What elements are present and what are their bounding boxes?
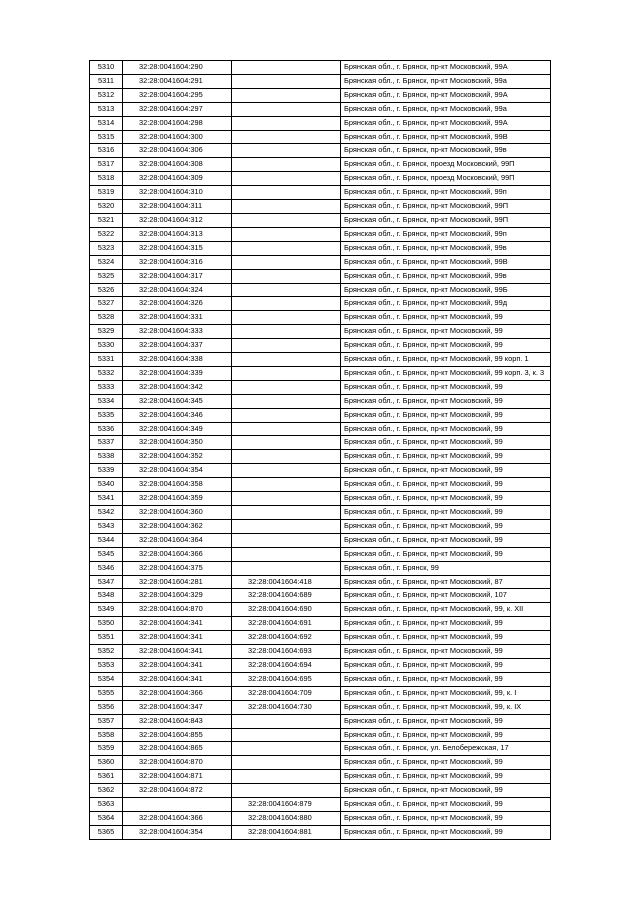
row-number-cell: 5349 xyxy=(90,603,123,617)
row-number-cell: 5342 xyxy=(90,506,123,520)
table-row xyxy=(90,450,551,464)
address-cell: Брянская обл., г. Брянск, пр-кт Московский, 99А xyxy=(341,116,551,130)
cadastral-number-cell: 32:28:0041604:345 xyxy=(123,394,232,408)
row-number-cell: 5364 xyxy=(90,811,123,825)
row-number-cell: 5352 xyxy=(90,645,123,659)
row-number-cell: 5318 xyxy=(90,172,123,186)
address-cell: Брянская обл., г. Брянск, пр-кт Московский, 99А xyxy=(341,61,551,75)
address-cell: Брянская обл., г. Брянск, пр-кт Московский, 99 xyxy=(341,380,551,394)
cadastral-number-cell: 32:28:0041604:346 xyxy=(123,408,232,422)
address-cell: Брянская обл., г. Брянск, пр-кт Московский, 99 xyxy=(341,408,551,422)
table-row xyxy=(90,408,551,422)
table-row xyxy=(90,658,551,672)
address-cell: Брянская обл., г. Брянск, пр-кт Московский, 99 xyxy=(341,825,551,839)
address-cell: Брянская обл., г. Брянск, пр-кт Московский, 99 xyxy=(341,339,551,353)
row-number-cell: 5356 xyxy=(90,700,123,714)
table-row xyxy=(90,464,551,478)
related-cadastral-number-cell xyxy=(232,102,341,116)
address-cell: Брянская обл., г. Брянск, пр-кт Московский, 99 xyxy=(341,798,551,812)
row-number-cell: 5347 xyxy=(90,575,123,589)
cadastral-number-cell: 32:28:0041604:341 xyxy=(123,631,232,645)
row-number-cell: 5328 xyxy=(90,311,123,325)
related-cadastral-number-cell xyxy=(232,283,341,297)
address-cell: Брянская обл., г. Брянск, пр-кт Московский, 99 xyxy=(341,394,551,408)
related-cadastral-number-cell xyxy=(232,158,341,172)
table-row xyxy=(90,575,551,589)
related-cadastral-number-cell: 32:28:0041604:695 xyxy=(232,672,341,686)
address-cell: Брянская обл., г. Брянск, пр-кт Московский, 99, к. XII xyxy=(341,603,551,617)
row-number-cell: 5339 xyxy=(90,464,123,478)
cadastral-number-cell: 32:28:0041604:366 xyxy=(123,547,232,561)
cadastral-number-cell xyxy=(123,798,232,812)
related-cadastral-number-cell xyxy=(232,533,341,547)
table-row xyxy=(90,561,551,575)
table-row xyxy=(90,728,551,742)
table-row xyxy=(90,645,551,659)
address-cell: Брянская обл., г. Брянск, пр-кт Московский, 99в xyxy=(341,241,551,255)
address-cell: Брянская обл., г. Брянск, пр-кт Московский, 99в xyxy=(341,144,551,158)
row-number-cell: 5335 xyxy=(90,408,123,422)
related-cadastral-number-cell xyxy=(232,88,341,102)
cadastral-number-cell: 32:28:0041604:870 xyxy=(123,603,232,617)
row-number-cell: 5314 xyxy=(90,116,123,130)
row-number-cell: 5334 xyxy=(90,394,123,408)
cadastral-number-cell: 32:28:0041604:300 xyxy=(123,130,232,144)
address-cell: Брянская обл., г. Брянск, пр-кт Московский, 99 xyxy=(341,547,551,561)
cadastral-number-cell: 32:28:0041604:362 xyxy=(123,519,232,533)
cadastral-number-cell: 32:28:0041604:290 xyxy=(123,61,232,75)
row-number-cell: 5337 xyxy=(90,436,123,450)
row-number-cell: 5324 xyxy=(90,255,123,269)
related-cadastral-number-cell: 32:28:0041604:693 xyxy=(232,645,341,659)
cadastral-number-cell: 32:28:0041604:297 xyxy=(123,102,232,116)
table-row xyxy=(90,603,551,617)
related-cadastral-number-cell xyxy=(232,172,341,186)
cadastral-number-cell: 32:28:0041604:354 xyxy=(123,825,232,839)
address-cell: Брянская обл., г. Брянск, пр-кт Московский, 99 xyxy=(341,533,551,547)
related-cadastral-number-cell: 32:28:0041604:879 xyxy=(232,798,341,812)
row-number-cell: 5361 xyxy=(90,770,123,784)
related-cadastral-number-cell xyxy=(232,227,341,241)
row-number-cell: 5363 xyxy=(90,798,123,812)
cadastral-number-cell: 32:28:0041604:313 xyxy=(123,227,232,241)
table-row xyxy=(90,492,551,506)
table-row xyxy=(90,478,551,492)
related-cadastral-number-cell xyxy=(232,380,341,394)
related-cadastral-number-cell xyxy=(232,186,341,200)
cadastral-number-cell: 32:28:0041604:843 xyxy=(123,714,232,728)
related-cadastral-number-cell xyxy=(232,770,341,784)
row-number-cell: 5310 xyxy=(90,61,123,75)
row-number-cell: 5348 xyxy=(90,589,123,603)
cadastral-number-cell: 32:28:0041604:311 xyxy=(123,200,232,214)
table-row xyxy=(90,798,551,812)
address-cell: Брянская обл., г. Брянск, пр-кт Московский, 99 xyxy=(341,311,551,325)
address-cell: Брянская обл., г. Брянск, пр-кт Московский, 99 xyxy=(341,450,551,464)
related-cadastral-number-cell: 32:28:0041604:689 xyxy=(232,589,341,603)
table-row xyxy=(90,714,551,728)
row-number-cell: 5312 xyxy=(90,88,123,102)
row-number-cell: 5332 xyxy=(90,366,123,380)
related-cadastral-number-cell xyxy=(232,297,341,311)
cadastral-number-cell: 32:28:0041604:306 xyxy=(123,144,232,158)
address-cell: Брянская обл., г. Брянск, проезд Московский, 99П xyxy=(341,158,551,172)
related-cadastral-number-cell xyxy=(232,144,341,158)
table-row xyxy=(90,436,551,450)
table-row xyxy=(90,213,551,227)
cadastral-number-cell: 32:28:0041604:364 xyxy=(123,533,232,547)
table-row xyxy=(90,811,551,825)
cadastral-number-cell: 32:28:0041604:331 xyxy=(123,311,232,325)
cadastral-number-cell: 32:28:0041604:341 xyxy=(123,658,232,672)
cadastral-number-cell: 32:28:0041604:870 xyxy=(123,756,232,770)
table-row xyxy=(90,380,551,394)
row-number-cell: 5355 xyxy=(90,686,123,700)
cadastral-number-cell: 32:28:0041604:316 xyxy=(123,255,232,269)
cadastral-number-cell: 32:28:0041604:281 xyxy=(123,575,232,589)
row-number-cell: 5315 xyxy=(90,130,123,144)
address-cell: Брянская обл., г. Брянск, пр-кт Московский, 99 xyxy=(341,631,551,645)
related-cadastral-number-cell xyxy=(232,547,341,561)
address-cell: Брянская обл., г. Брянск, пр-кт Московский, 99 xyxy=(341,756,551,770)
table-row xyxy=(90,631,551,645)
address-cell: Брянская обл., г. Брянск, пр-кт Московский, 99 корп. 3, к. 3 xyxy=(341,366,551,380)
table-row xyxy=(90,200,551,214)
row-number-cell: 5333 xyxy=(90,380,123,394)
address-cell: Брянская обл., г. Брянск, пр-кт Московский, 99а xyxy=(341,102,551,116)
address-cell: Брянская обл., г. Брянск, пр-кт Московский, 99 xyxy=(341,658,551,672)
address-cell: Брянская обл., г. Брянск, 99 xyxy=(341,561,551,575)
cadastral-number-cell: 32:28:0041604:375 xyxy=(123,561,232,575)
address-cell: Брянская обл., г. Брянск, пр-кт Московский, 99 xyxy=(341,464,551,478)
address-cell: Брянская обл., г. Брянск, пр-кт Московский, 99д xyxy=(341,297,551,311)
cadastral-number-cell: 32:28:0041604:366 xyxy=(123,811,232,825)
registry-table-body xyxy=(90,61,551,840)
related-cadastral-number-cell: 32:28:0041604:692 xyxy=(232,631,341,645)
related-cadastral-number-cell xyxy=(232,339,341,353)
related-cadastral-number-cell xyxy=(232,74,341,88)
cadastral-number-cell: 32:28:0041604:347 xyxy=(123,700,232,714)
address-cell: Брянская обл., г. Брянск, проезд Московский, 99П xyxy=(341,172,551,186)
related-cadastral-number-cell xyxy=(232,311,341,325)
address-cell: Брянская обл., г. Брянск, пр-кт Московский, 87 xyxy=(341,575,551,589)
cadastral-number-cell: 32:28:0041604:350 xyxy=(123,436,232,450)
table-row xyxy=(90,617,551,631)
row-number-cell: 5313 xyxy=(90,102,123,116)
related-cadastral-number-cell xyxy=(232,325,341,339)
address-cell: Брянская обл., г. Брянск, пр-кт Московский, 99 xyxy=(341,728,551,742)
table-row xyxy=(90,672,551,686)
row-number-cell: 5338 xyxy=(90,450,123,464)
cadastral-number-cell: 32:28:0041604:342 xyxy=(123,380,232,394)
table-row xyxy=(90,61,551,75)
table-row xyxy=(90,547,551,561)
related-cadastral-number-cell: 32:28:0041604:880 xyxy=(232,811,341,825)
row-number-cell: 5362 xyxy=(90,784,123,798)
row-number-cell: 5345 xyxy=(90,547,123,561)
related-cadastral-number-cell xyxy=(232,130,341,144)
related-cadastral-number-cell xyxy=(232,450,341,464)
row-number-cell: 5317 xyxy=(90,158,123,172)
related-cadastral-number-cell: 32:28:0041604:691 xyxy=(232,617,341,631)
address-cell: Брянская обл., г. Брянск, пр-кт Московский, 99 xyxy=(341,714,551,728)
cadastral-number-cell: 32:28:0041604:310 xyxy=(123,186,232,200)
table-row xyxy=(90,311,551,325)
related-cadastral-number-cell xyxy=(232,269,341,283)
cadastral-number-cell: 32:28:0041604:339 xyxy=(123,366,232,380)
related-cadastral-number-cell xyxy=(232,200,341,214)
table-row xyxy=(90,325,551,339)
address-cell: Брянская обл., г. Брянск, пр-кт Московский, 99 xyxy=(341,617,551,631)
cadastral-number-cell: 32:28:0041604:865 xyxy=(123,742,232,756)
table-row xyxy=(90,88,551,102)
row-number-cell: 5359 xyxy=(90,742,123,756)
row-number-cell: 5343 xyxy=(90,519,123,533)
table-row xyxy=(90,144,551,158)
address-cell: Брянская обл., г. Брянск, пр-кт Московский, 99а xyxy=(341,74,551,88)
address-cell: Брянская обл., г. Брянск, пр-кт Московский, 99, к. IX xyxy=(341,700,551,714)
table-row xyxy=(90,172,551,186)
cadastral-number-cell: 32:28:0041604:333 xyxy=(123,325,232,339)
table-row xyxy=(90,784,551,798)
row-number-cell: 5311 xyxy=(90,74,123,88)
address-cell: Брянская обл., г. Брянск, пр-кт Московский, 99п xyxy=(341,227,551,241)
address-cell: Брянская обл., г. Брянск, пр-кт Московский, 99 xyxy=(341,478,551,492)
related-cadastral-number-cell xyxy=(232,213,341,227)
address-cell: Брянская обл., г. Брянск, пр-кт Московский, 107 xyxy=(341,589,551,603)
row-number-cell: 5344 xyxy=(90,533,123,547)
cadastral-number-cell: 32:28:0041604:329 xyxy=(123,589,232,603)
registry-table xyxy=(89,60,551,840)
cadastral-number-cell: 32:28:0041604:352 xyxy=(123,450,232,464)
table-row xyxy=(90,366,551,380)
table-row xyxy=(90,255,551,269)
related-cadastral-number-cell xyxy=(232,561,341,575)
cadastral-number-cell: 32:28:0041604:341 xyxy=(123,617,232,631)
row-number-cell: 5327 xyxy=(90,297,123,311)
table-row xyxy=(90,158,551,172)
cadastral-number-cell: 32:28:0041604:326 xyxy=(123,297,232,311)
table-row xyxy=(90,130,551,144)
cadastral-number-cell: 32:28:0041604:872 xyxy=(123,784,232,798)
row-number-cell: 5321 xyxy=(90,213,123,227)
address-cell: Брянская обл., г. Брянск, пр-кт Московский, 99Б xyxy=(341,283,551,297)
cadastral-number-cell: 32:28:0041604:366 xyxy=(123,686,232,700)
row-number-cell: 5341 xyxy=(90,492,123,506)
cadastral-number-cell: 32:28:0041604:360 xyxy=(123,506,232,520)
address-cell: Брянская обл., г. Брянск, пр-кт Московский, 99 xyxy=(341,784,551,798)
related-cadastral-number-cell xyxy=(232,394,341,408)
related-cadastral-number-cell: 32:28:0041604:418 xyxy=(232,575,341,589)
address-cell: Брянская обл., г. Брянск, пр-кт Московский, 99 xyxy=(341,770,551,784)
related-cadastral-number-cell xyxy=(232,422,341,436)
row-number-cell: 5326 xyxy=(90,283,123,297)
address-cell: Брянская обл., г. Брянск, пр-кт Московский, 99 xyxy=(341,519,551,533)
row-number-cell: 5357 xyxy=(90,714,123,728)
cadastral-number-cell: 32:28:0041604:358 xyxy=(123,478,232,492)
address-cell: Брянская обл., г. Брянск, пр-кт Московский, 99 корп. 1 xyxy=(341,353,551,367)
row-number-cell: 5336 xyxy=(90,422,123,436)
related-cadastral-number-cell xyxy=(232,366,341,380)
related-cadastral-number-cell: 32:28:0041604:881 xyxy=(232,825,341,839)
address-cell: Брянская обл., г. Брянск, пр-кт Московский, 99В xyxy=(341,255,551,269)
row-number-cell: 5360 xyxy=(90,756,123,770)
cadastral-number-cell: 32:28:0041604:341 xyxy=(123,645,232,659)
address-cell: Брянская обл., г. Брянск, пр-кт Московский, 99П xyxy=(341,213,551,227)
cadastral-number-cell: 32:28:0041604:354 xyxy=(123,464,232,478)
row-number-cell: 5329 xyxy=(90,325,123,339)
cadastral-number-cell: 32:28:0041604:298 xyxy=(123,116,232,130)
address-cell: Брянская обл., г. Брянск, пр-кт Московский, 99 xyxy=(341,672,551,686)
table-row xyxy=(90,269,551,283)
address-cell: Брянская обл., г. Брянск, пр-кт Московский, 99В xyxy=(341,130,551,144)
related-cadastral-number-cell xyxy=(232,241,341,255)
related-cadastral-number-cell xyxy=(232,116,341,130)
table-row xyxy=(90,339,551,353)
cadastral-number-cell: 32:28:0041604:312 xyxy=(123,213,232,227)
related-cadastral-number-cell xyxy=(232,436,341,450)
cadastral-number-cell: 32:28:0041604:295 xyxy=(123,88,232,102)
row-number-cell: 5350 xyxy=(90,617,123,631)
table-row xyxy=(90,589,551,603)
table-row xyxy=(90,686,551,700)
related-cadastral-number-cell xyxy=(232,61,341,75)
row-number-cell: 5331 xyxy=(90,353,123,367)
related-cadastral-number-cell xyxy=(232,519,341,533)
row-number-cell: 5346 xyxy=(90,561,123,575)
table-row xyxy=(90,770,551,784)
cadastral-number-cell: 32:28:0041604:309 xyxy=(123,172,232,186)
row-number-cell: 5320 xyxy=(90,200,123,214)
cadastral-number-cell: 32:28:0041604:324 xyxy=(123,283,232,297)
table-row xyxy=(90,506,551,520)
table-row xyxy=(90,533,551,547)
related-cadastral-number-cell xyxy=(232,255,341,269)
table-row xyxy=(90,742,551,756)
address-cell: Брянская обл., г. Брянск, пр-кт Московский, 99 xyxy=(341,811,551,825)
row-number-cell: 5353 xyxy=(90,658,123,672)
table-row xyxy=(90,241,551,255)
related-cadastral-number-cell xyxy=(232,492,341,506)
row-number-cell: 5330 xyxy=(90,339,123,353)
address-cell: Брянская обл., г. Брянск, пр-кт Московский, 99 xyxy=(341,506,551,520)
table-row xyxy=(90,116,551,130)
cadastral-number-cell: 32:28:0041604:308 xyxy=(123,158,232,172)
row-number-cell: 5322 xyxy=(90,227,123,241)
address-cell: Брянская обл., г. Брянск, пр-кт Московский, 99 xyxy=(341,492,551,506)
address-cell: Брянская обл., г. Брянск, пр-кт Московский, 99П xyxy=(341,200,551,214)
related-cadastral-number-cell xyxy=(232,784,341,798)
cadastral-number-cell: 32:28:0041604:291 xyxy=(123,74,232,88)
related-cadastral-number-cell xyxy=(232,756,341,770)
related-cadastral-number-cell xyxy=(232,408,341,422)
table-row xyxy=(90,186,551,200)
row-number-cell: 5358 xyxy=(90,728,123,742)
table-row xyxy=(90,519,551,533)
address-cell: Брянская обл., г. Брянск, пр-кт Московский, 99, к. I xyxy=(341,686,551,700)
address-cell: Брянская обл., г. Брянск, ул. Белобережская, 17 xyxy=(341,742,551,756)
cadastral-number-cell: 32:28:0041604:349 xyxy=(123,422,232,436)
related-cadastral-number-cell xyxy=(232,464,341,478)
related-cadastral-number-cell: 32:28:0041604:690 xyxy=(232,603,341,617)
cadastral-number-cell: 32:28:0041604:337 xyxy=(123,339,232,353)
row-number-cell: 5319 xyxy=(90,186,123,200)
table-row xyxy=(90,227,551,241)
related-cadastral-number-cell xyxy=(232,728,341,742)
table-row xyxy=(90,756,551,770)
cadastral-number-cell: 32:28:0041604:855 xyxy=(123,728,232,742)
related-cadastral-number-cell: 32:28:0041604:709 xyxy=(232,686,341,700)
row-number-cell: 5340 xyxy=(90,478,123,492)
table-row xyxy=(90,283,551,297)
related-cadastral-number-cell: 32:28:0041604:730 xyxy=(232,700,341,714)
related-cadastral-number-cell xyxy=(232,742,341,756)
cadastral-number-cell: 32:28:0041604:315 xyxy=(123,241,232,255)
table-row xyxy=(90,700,551,714)
address-cell: Брянская обл., г. Брянск, пр-кт Московский, 99в xyxy=(341,269,551,283)
related-cadastral-number-cell xyxy=(232,353,341,367)
table-row xyxy=(90,297,551,311)
cadastral-number-cell: 32:28:0041604:871 xyxy=(123,770,232,784)
cadastral-number-cell: 32:28:0041604:341 xyxy=(123,672,232,686)
table-row xyxy=(90,422,551,436)
related-cadastral-number-cell: 32:28:0041604:694 xyxy=(232,658,341,672)
address-cell: Брянская обл., г. Брянск, пр-кт Московский, 99 xyxy=(341,645,551,659)
row-number-cell: 5354 xyxy=(90,672,123,686)
address-cell: Брянская обл., г. Брянск, пр-кт Московский, 99 xyxy=(341,436,551,450)
row-number-cell: 5316 xyxy=(90,144,123,158)
table-row xyxy=(90,825,551,839)
row-number-cell: 5323 xyxy=(90,241,123,255)
address-cell: Брянская обл., г. Брянск, пр-кт Московский, 99 xyxy=(341,325,551,339)
cadastral-number-cell: 32:28:0041604:338 xyxy=(123,353,232,367)
table-row xyxy=(90,394,551,408)
related-cadastral-number-cell xyxy=(232,478,341,492)
table-row xyxy=(90,353,551,367)
related-cadastral-number-cell xyxy=(232,506,341,520)
table-row xyxy=(90,102,551,116)
address-cell: Брянская обл., г. Брянск, пр-кт Московский, 99А xyxy=(341,88,551,102)
cadastral-number-cell: 32:28:0041604:317 xyxy=(123,269,232,283)
row-number-cell: 5325 xyxy=(90,269,123,283)
address-cell: Брянская обл., г. Брянск, пр-кт Московский, 99п xyxy=(341,186,551,200)
row-number-cell: 5351 xyxy=(90,631,123,645)
address-cell: Брянская обл., г. Брянск, пр-кт Московский, 99 xyxy=(341,422,551,436)
table-row xyxy=(90,74,551,88)
row-number-cell: 5365 xyxy=(90,825,123,839)
cadastral-number-cell: 32:28:0041604:359 xyxy=(123,492,232,506)
related-cadastral-number-cell xyxy=(232,714,341,728)
